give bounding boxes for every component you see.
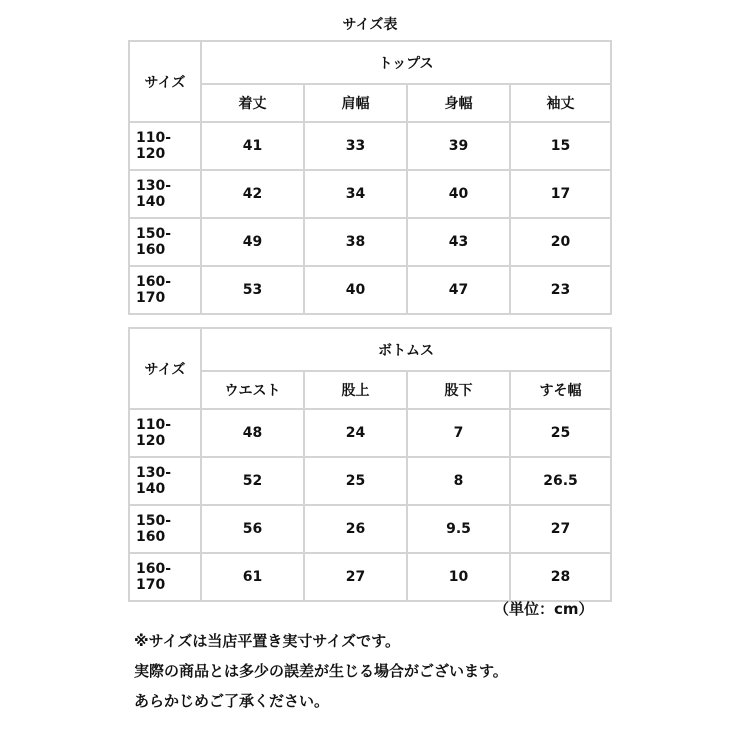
- table-cell: 15: [510, 122, 611, 170]
- column-header: 股下: [407, 371, 510, 409]
- note-line: あらかじめご了承ください。: [134, 692, 330, 710]
- table-row: [129, 553, 611, 601]
- table-cell: 40: [304, 266, 407, 314]
- table-cell: 42: [201, 170, 304, 218]
- tops-group-header: トップス: [201, 41, 611, 84]
- table-cell: 40: [407, 170, 510, 218]
- table-cell: 41: [201, 122, 304, 170]
- table-cell: 9.5: [407, 505, 510, 553]
- column-header: 肩幅: [304, 84, 407, 122]
- table-cell: 7: [407, 409, 510, 457]
- size-label: 160-170: [129, 553, 201, 601]
- bottoms-size-table: [128, 327, 612, 602]
- table-cell: 23: [510, 266, 611, 314]
- table-cell: 20: [510, 218, 611, 266]
- table-cell: 52: [201, 457, 304, 505]
- column-header: すそ幅: [510, 371, 611, 409]
- table-cell: 27: [510, 505, 611, 553]
- size-label: 110-120: [129, 122, 201, 170]
- table-cell: 47: [407, 266, 510, 314]
- table-cell: 49: [201, 218, 304, 266]
- table-cell: 53: [201, 266, 304, 314]
- size-label: 150-160: [129, 505, 201, 553]
- column-header: ウエスト: [201, 371, 304, 409]
- table-row: [129, 266, 611, 314]
- table-cell: 33: [304, 122, 407, 170]
- table-cell: 27: [304, 553, 407, 601]
- table-cell: 24: [304, 409, 407, 457]
- table-cell: 56: [201, 505, 304, 553]
- column-header: 身幅: [407, 84, 510, 122]
- size-label: 160-170: [129, 266, 201, 314]
- bottoms-group-header: ボトムス: [201, 328, 611, 371]
- table-row: [129, 218, 611, 266]
- note-line: ※サイズは当店平置き実寸サイズです。: [134, 632, 400, 650]
- size-label: 150-160: [129, 218, 201, 266]
- table-cell: 26: [304, 505, 407, 553]
- table-row: [129, 409, 611, 457]
- note-line: 実際の商品とは多少の誤差が生じる場合がございます。: [134, 662, 508, 680]
- table-cell: 48: [201, 409, 304, 457]
- table-cell: 25: [304, 457, 407, 505]
- page-title: サイズ表: [342, 17, 398, 33]
- table-row: [129, 170, 611, 218]
- table-cell: 26.5: [510, 457, 611, 505]
- size-label: 130-140: [129, 170, 201, 218]
- table-cell: 38: [304, 218, 407, 266]
- column-header: 股上: [304, 371, 407, 409]
- size-corner-header: サイズ: [129, 328, 201, 409]
- table-row: [129, 457, 611, 505]
- column-header: 着丈: [201, 84, 304, 122]
- table-cell: 25: [510, 409, 611, 457]
- size-label: 110-120: [129, 409, 201, 457]
- unit-label: （単位：cm）: [494, 600, 594, 618]
- table-cell: 8: [407, 457, 510, 505]
- size-corner-header: サイズ: [129, 41, 201, 122]
- notes: [134, 626, 734, 716]
- table-cell: 17: [510, 170, 611, 218]
- table-row: [129, 122, 611, 170]
- table-cell: 43: [407, 218, 510, 266]
- size-label: 130-140: [129, 457, 201, 505]
- tops-size-table: [128, 40, 612, 315]
- table-cell: 28: [510, 553, 611, 601]
- column-header: 袖丈: [510, 84, 611, 122]
- table-cell: 10: [407, 553, 510, 601]
- table-cell: 61: [201, 553, 304, 601]
- table-cell: 39: [407, 122, 510, 170]
- table-cell: 34: [304, 170, 407, 218]
- table-row: [129, 505, 611, 553]
